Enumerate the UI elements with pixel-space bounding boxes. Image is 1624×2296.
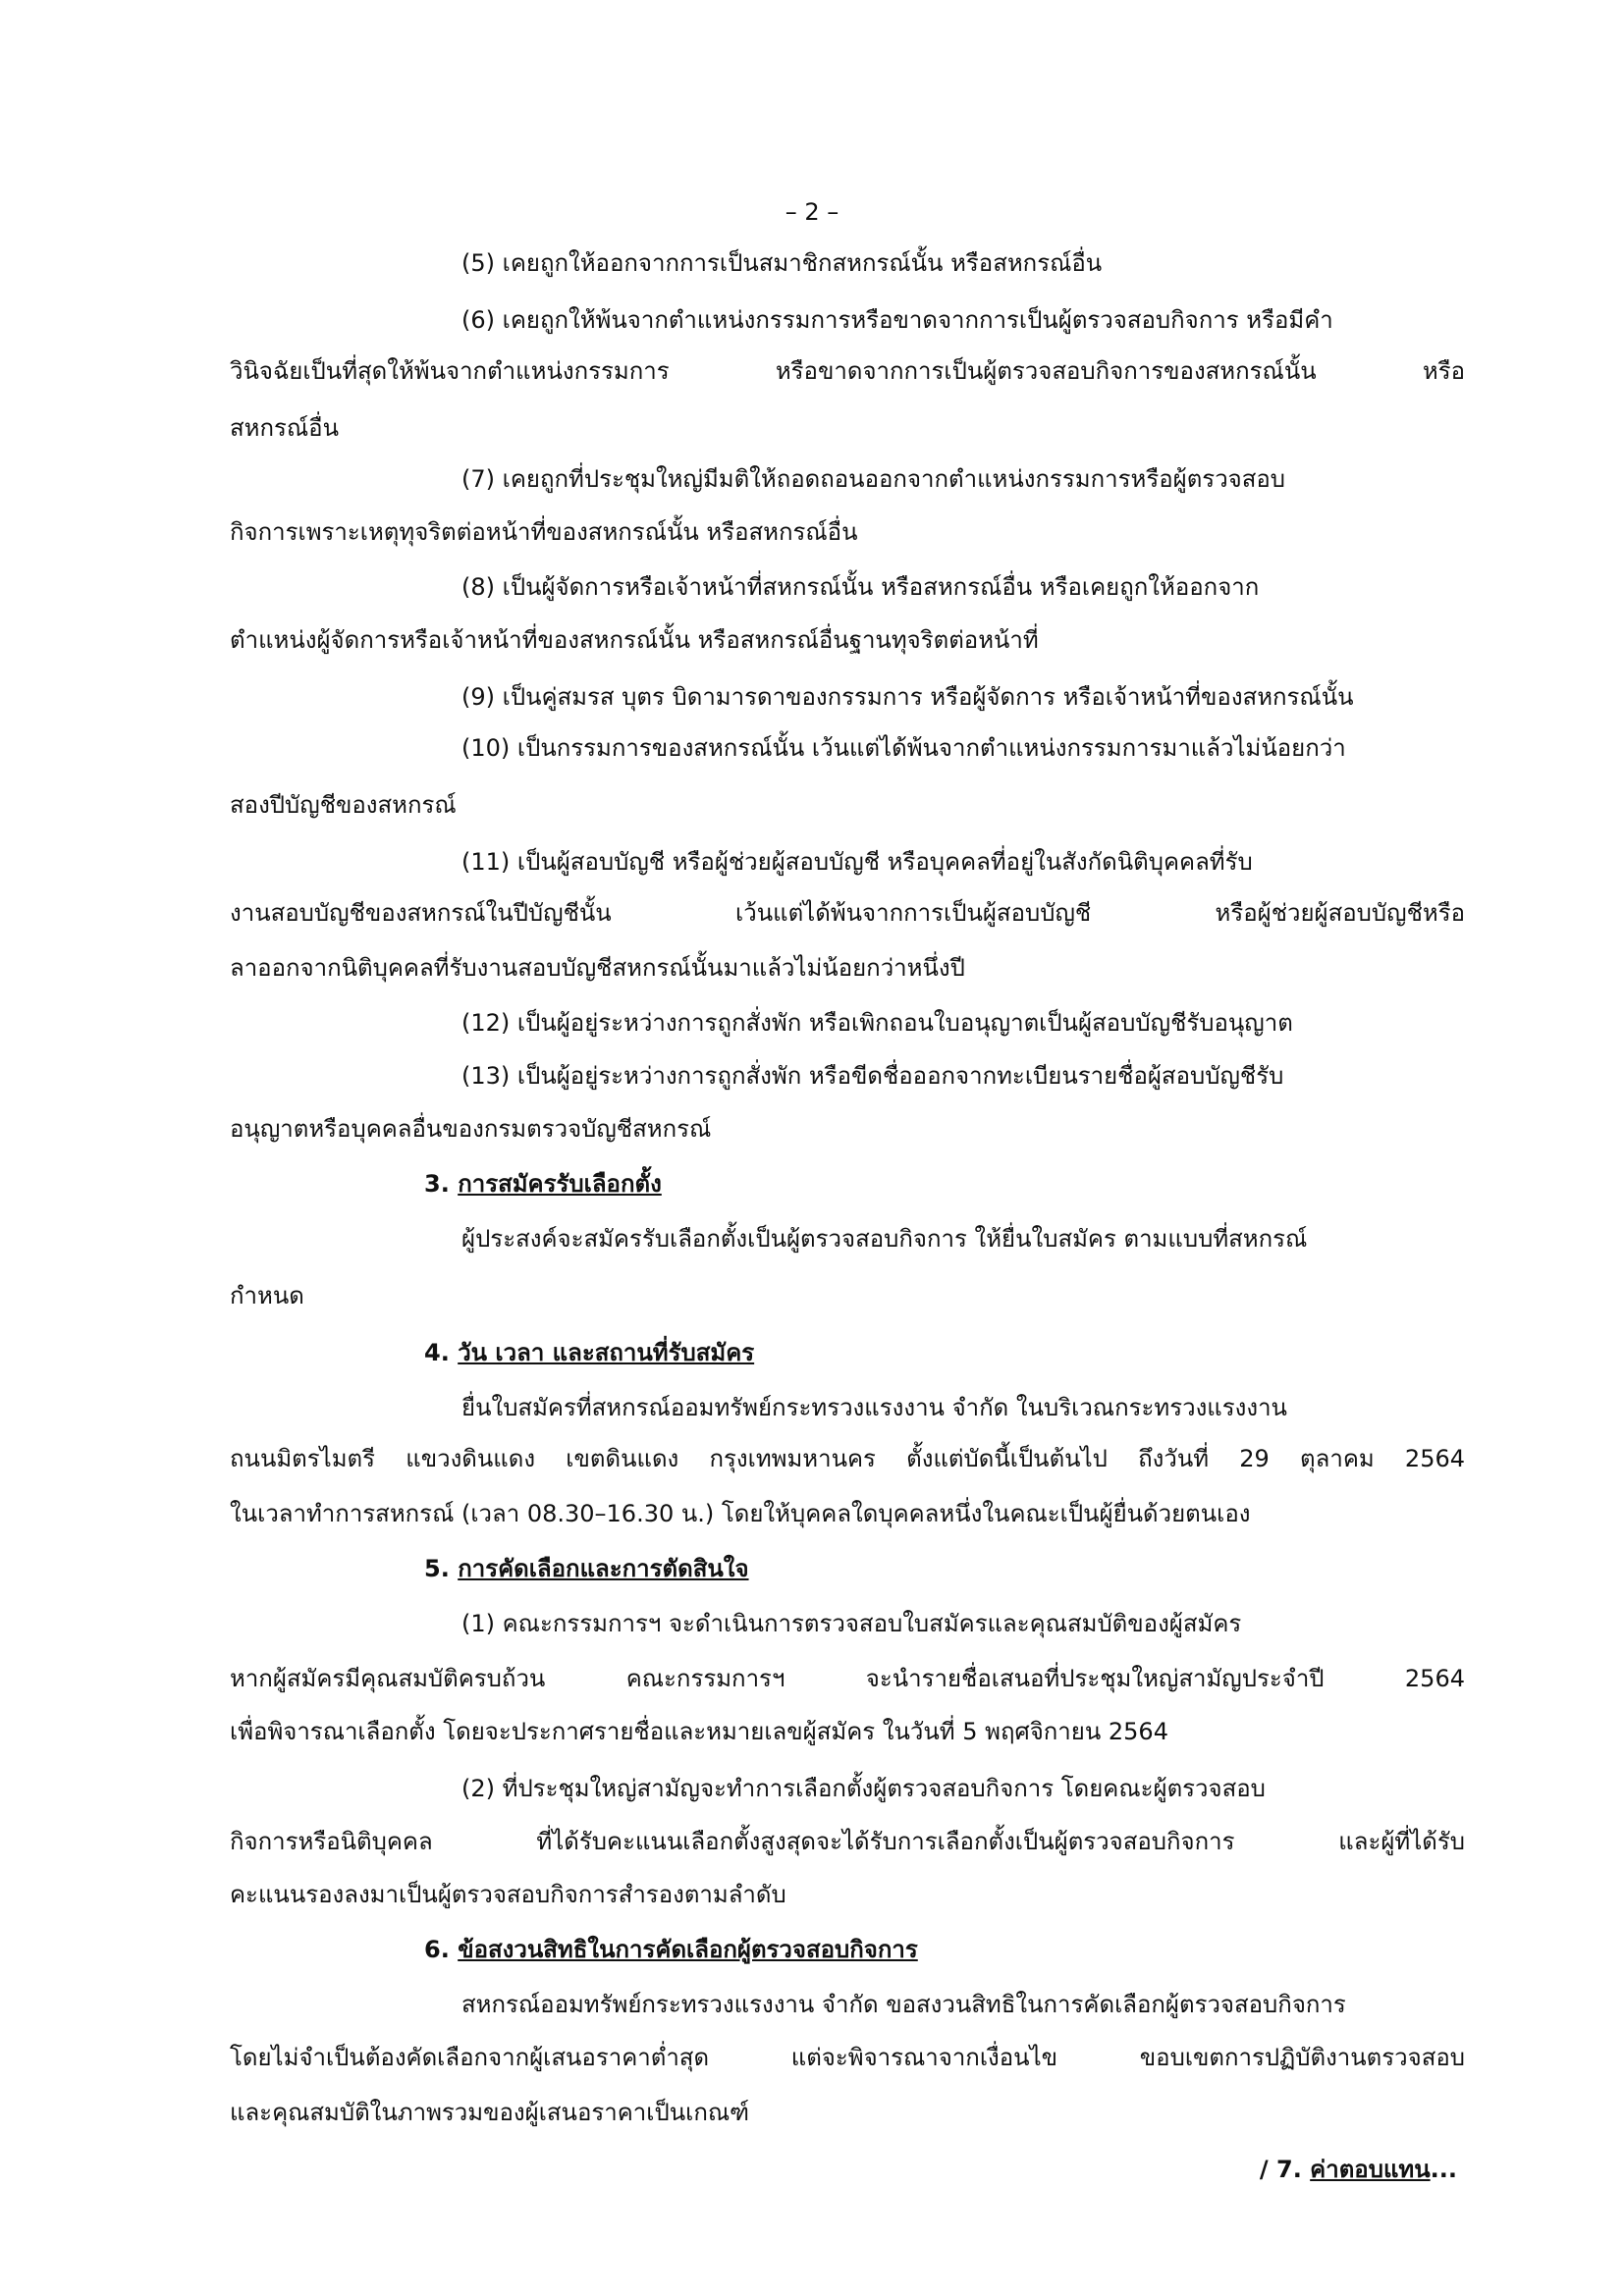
heading-title: การสมัครรับเลือกตั้ง [458, 1170, 662, 1198]
paragraph-line: งานสอบบัญชีของสหกรณ์ในปีบัญชีนั้น เว้นแต่ได้พ้นจากการเป็นผู้สอบบัญชี หรือผู้ช่วยผู้สอบบัญชีหรือ [230, 899, 1465, 927]
heading-number: 5. [424, 1555, 450, 1582]
heading-title: การคัดเลือกและการตัดสินใจ [458, 1555, 749, 1582]
paragraph-line: (11) เป็นผู้สอบบัญชี หรือผู้ช่วยผู้สอบบัญชี หรือบุคคลที่อยู่ในสังกัดนิติบุคคลที่รับ [461, 848, 1253, 876]
paragraph-line: กิจการเพราะเหตุทุจริตต่อหน้าที่ของสหกรณ์นั้น หรือสหกรณ์อื่น [230, 518, 858, 546]
heading-title: ข้อสงวนสิทธิในการคัดเลือกผู้ตรวจสอบกิจการ [458, 1936, 918, 1963]
continuation-ellipsis: ... [1430, 2156, 1457, 2183]
continuation-text: ค่าตอบแทน [1310, 2156, 1431, 2183]
heading-number: 4. [424, 1339, 450, 1366]
paragraph-line: (13) เป็นผู้อยู่ระหว่างการถูกสั่งพัก หรือขีดชื่อออกจากทะเบียนรายชื่อผู้สอบบัญชีรับ [461, 1062, 1284, 1090]
paragraph-line: ในเวลาทำการสหกรณ์ (เวลา 08.30–16.30 น.) โดยให้บุคคลใดบุคคลหนึ่งในคณะเป็นผู้ยื่นด้วยตนเอง [230, 1500, 1251, 1527]
continuation-note [1260, 2150, 1457, 2189]
heading-number: 6. [424, 1936, 450, 1963]
paragraph-line: (5) เคยถูกให้ออกจากการเป็นสมาชิกสหกรณ์นั้น หรือสหกรณ์อื่น [461, 249, 1103, 277]
paragraph-line: เพื่อพิจารณาเลือกตั้ง โดยจะประกาศรายชื่อและหมายเลขผู้สมัคร ในวันที่ 5 พฤศจิกายน 2564 [230, 1718, 1168, 1745]
section-heading-6 [424, 1930, 918, 1969]
paragraph-line: หากผู้สมัครมีคุณสมบัติครบถ้วน คณะกรรมการฯ จะนำรายชื่อเสนอที่ประชุมใหญ่สามัญประจำปี 2564 [230, 1665, 1465, 1692]
paragraph-line: ผู้ประสงค์จะสมัครรับเลือกตั้งเป็นผู้ตรวจสอบกิจการ ให้ยื่นใบสมัคร ตามแบบที่สหกรณ์ [461, 1225, 1308, 1253]
section-heading-5 [424, 1549, 749, 1588]
paragraph-line: ยื่นใบสมัครที่สหกรณ์ออมทรัพย์กระทรวงแรงงาน จำกัด ในบริเวณกระทรวงแรงงาน [461, 1394, 1287, 1421]
paragraph-line: สองปีบัญชีของสหกรณ์ [230, 791, 457, 819]
paragraph-line: (8) เป็นผู้จัดการหรือเจ้าหน้าที่สหกรณ์นั้น หรือสหกรณ์อื่น หรือเคยถูกให้ออกจาก [461, 573, 1260, 601]
paragraph-line: กิจการหรือนิติบุคคล ที่ได้รับคะแนนเลือกตั้งสูงสุดจะได้รับการเลือกตั้งเป็นผู้ตรวจสอบกิจการ และผู้ที่ได้รับ [230, 1828, 1465, 1855]
paragraph-line: อนุญาตหรือบุคคลอื่นของกรมตรวจบัญชีสหกรณ์ [230, 1115, 712, 1143]
paragraph-line: (9) เป็นคู่สมรส บุตร บิดามารดาของกรรมการ หรือผู้จัดการ หรือเจ้าหน้าที่ของสหกรณ์นั้น [461, 683, 1354, 711]
paragraph-line: โดยไม่จำเป็นต้องคัดเลือกจากผู้เสนอราคาต่ำสุด แต่จะพิจารณาจากเงื่อนไข ขอบเขตการปฏิบัติงานตรวจสอบ [230, 2044, 1465, 2071]
paragraph-line: วินิจฉัยเป็นที่สุดให้พ้นจากตำแหน่งกรรมการ หรือขาดจากการเป็นผู้ตรวจสอบกิจการของสหกรณ์นั้น หรือ [230, 357, 1465, 385]
paragraph-line: ถนนมิตรไมตรี แขวงดินแดง เขตดินแดง กรุงเทพมหานคร ตั้งแต่บัดนี้เป็นต้นไป ถึงวันที่ 29 ตุลาคม 2564 [230, 1445, 1465, 1472]
heading-title: วัน เวลา และสถานที่รับสมัคร [458, 1339, 755, 1366]
paragraph-line: (6) เคยถูกให้พ้นจากตำแหน่งกรรมการหรือขาดจากการเป็นผู้ตรวจสอบกิจการ หรือมีคำ [461, 306, 1333, 334]
paragraph-line: และคุณสมบัติในภาพรวมของผู้เสนอราคาเป็นเกณฑ์ [230, 2099, 750, 2126]
paragraph-line: (1) คณะกรรมการฯ จะดำเนินการตรวจสอบใบสมัครและคุณสมบัติของผู้สมัคร [461, 1610, 1242, 1637]
heading-number: 3. [424, 1170, 450, 1198]
paragraph-line: (7) เคยถูกที่ประชุมใหญ่มีมติให้ถอดถอนออกจากตำแหน่งกรรมการหรือผู้ตรวจสอบ [461, 465, 1286, 493]
paragraph-line: ตำแหน่งผู้จัดการหรือเจ้าหน้าที่ของสหกรณ์นั้น หรือสหกรณ์อื่นฐานทุจริตต่อหน้าที่ [230, 626, 1039, 654]
continuation-prefix: / 7. [1259, 2156, 1302, 2183]
paragraph-line: กำหนด [230, 1282, 304, 1309]
paragraph-line: สหกรณ์อื่น [230, 414, 339, 442]
paragraph-line: สหกรณ์ออมทรัพย์กระทรวงแรงงาน จำกัด ขอสงวนสิทธิในการคัดเลือกผู้ตรวจสอบกิจการ [461, 1991, 1346, 2018]
section-heading-3 [424, 1164, 662, 1203]
paragraph-line: ลาออกจากนิติบุคคลที่รับงานสอบบัญชีสหกรณ์นั้นมาแล้วไม่น้อยกว่าหนึ่งปี [230, 954, 965, 982]
page-number: – 2 – [785, 198, 839, 226]
paragraph-line: (10) เป็นกรรมการของสหกรณ์นั้น เว้นแต่ได้พ้นจากตำแหน่งกรรมการมาแล้วไม่น้อยกว่า [461, 734, 1346, 762]
paragraph-line: คะแนนรองลงมาเป็นผู้ตรวจสอบกิจการสำรองตามลำดับ [230, 1881, 786, 1908]
paragraph-line: (2) ที่ประชุมใหญ่สามัญจะทำการเลือกตั้งผู้ตรวจสอบกิจการ โดยคณะผู้ตรวจสอบ [461, 1775, 1266, 1802]
section-heading-4 [424, 1333, 754, 1372]
paragraph-line: (12) เป็นผู้อยู่ระหว่างการถูกสั่งพัก หรือเพิกถอนใบอนุญาตเป็นผู้สอบบัญชีรับอนุญาต [461, 1009, 1293, 1037]
